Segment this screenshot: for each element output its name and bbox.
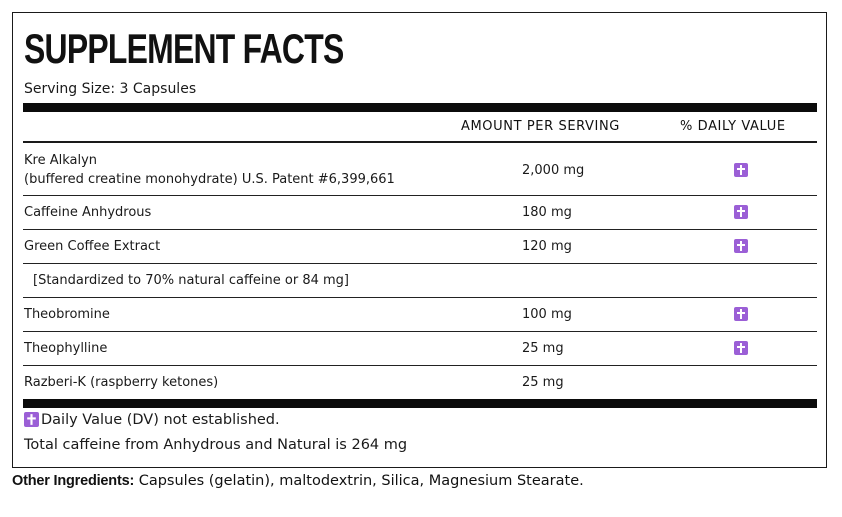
other-ingredients-label: Other Ingredients: (12, 473, 135, 489)
nutrient-name: Theophylline (24, 341, 108, 356)
nutrient-name: [Standardized to 70% natural caffeine or 84 mg] (33, 273, 349, 288)
nutrient-amount: 100 mg (522, 307, 572, 322)
other-ingredients-text: Capsules (gelatin), maltodextrin, Silica, Magnesium Stearate. (134, 473, 584, 489)
nutrient-row-green-coffee-extract (23, 230, 817, 263)
nutrient-amount: 120 mg (522, 239, 572, 254)
nutrient-row-razberi-k (23, 366, 817, 399)
nutrient-name: Kre Alkalyn (24, 153, 98, 168)
daily-value-column-header: % DAILY VALUE (680, 119, 786, 134)
nutrient-amount: 2,000 mg (522, 163, 585, 178)
header-divider (23, 141, 817, 143)
panel-title: SUPPLEMENT FACTS (24, 25, 344, 72)
dagger-icon (734, 307, 748, 321)
nutrient-amount: 180 mg (522, 205, 572, 220)
dagger-icon (24, 412, 39, 427)
nutrient-amount: 25 mg (522, 375, 564, 390)
dagger-icon (734, 205, 748, 219)
serving-size: Serving Size: 3 Capsules (24, 81, 197, 97)
nutrient-subname: (buffered creatine monohydrate) U.S. Patent #6,399,661 (24, 172, 395, 187)
nutrient-name: Green Coffee Extract (24, 239, 161, 254)
daily-value-footnote: Daily Value (DV) not established. (41, 412, 280, 428)
supplement-facts-panel (12, 12, 827, 468)
nutrient-row-standardized-note (23, 264, 817, 297)
nutrient-row-caffeine-anhydrous (23, 196, 817, 229)
nutrient-row-theobromine (23, 298, 817, 331)
caffeine-footnote: Total caffeine from Anhydrous and Natural is 264 mg (24, 437, 408, 453)
nutrient-row-kre-alkalyn (23, 145, 817, 195)
nutrient-name: Caffeine Anhydrous (24, 205, 152, 220)
top-thick-divider (23, 103, 817, 112)
dagger-icon (734, 239, 748, 253)
bottom-thick-divider (23, 399, 817, 408)
nutrient-amount: 25 mg (522, 341, 564, 356)
nutrient-row-theophylline (23, 332, 817, 365)
dagger-icon (734, 341, 748, 355)
dagger-icon (734, 163, 748, 177)
other-ingredients (12, 472, 584, 490)
nutrient-name: Razberi-K (raspberry ketones) (24, 375, 219, 390)
nutrient-name: Theobromine (24, 307, 110, 322)
amount-column-header: AMOUNT PER SERVING (461, 119, 620, 134)
